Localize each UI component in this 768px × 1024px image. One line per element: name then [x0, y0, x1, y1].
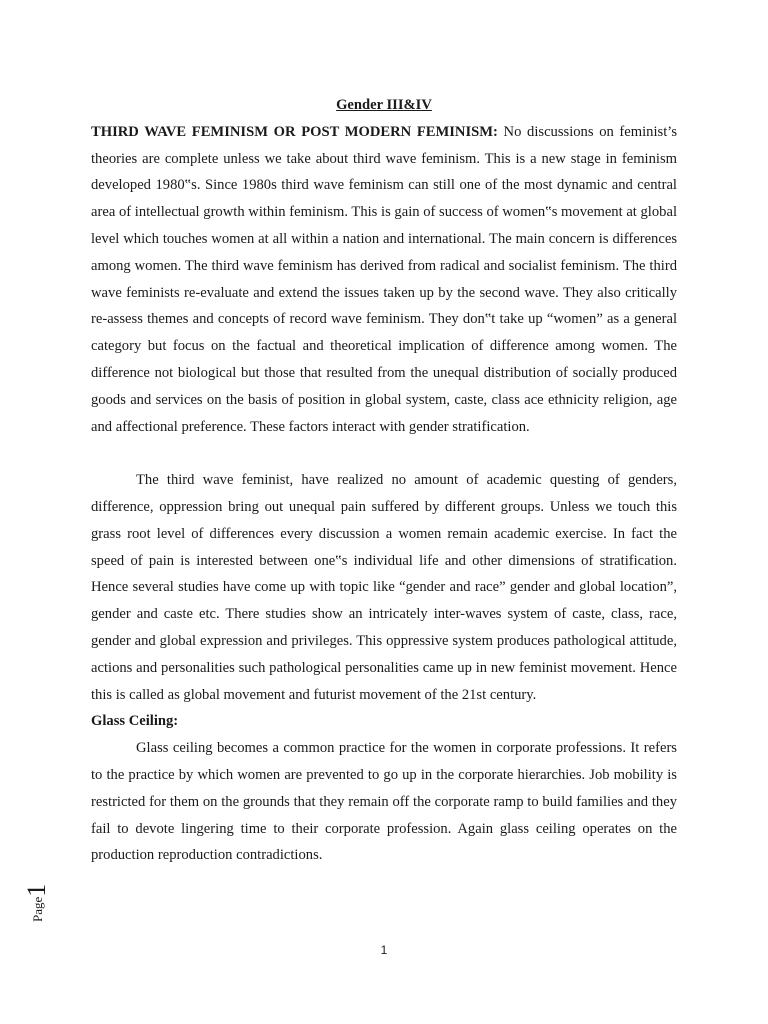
document-body [91, 92, 677, 869]
section-heading-third-wave: THIRD WAVE FEMINISM OR POST MODERN FEMINISM: [91, 123, 498, 140]
footer-page-number: 1 [380, 943, 388, 957]
document-title: Gender III&IV [336, 97, 432, 113]
paragraph-third-wave [91, 119, 677, 441]
side-page-word: Page [30, 896, 45, 922]
paragraph-third-wave-text: No discussions on feminist’s theories are complete unless we take about third wave feminism. This is a new stage in feminism developed 1980‟s. Since 1980s third wave feminism can still one of the most dynamic and central area of intellectual growth within feminism. This is gain of success of women‟s movement at global level which touches women at all within a nation and international. The main concern is differences among women. The third wave feminism has derived from radical and socialist feminism. The third wave feminists re-evaluate and extend the issues taken up by the second wave. They also critically re-assess themes and concepts of record wave feminism. They don‟t take up “women” as a general category but focus on the factual and theoretical implication of difference among women. The difference not biological but those that resulted from the unequal distribution of socially produced goods and services on the basis of position in global system, caste, class ace ethnicity religion, age and affectional preference. These factors interact with gender stratification. [91, 123, 677, 435]
side-page-label [22, 872, 62, 932]
section-heading-glass-ceiling: Glass Ceiling: [91, 713, 179, 730]
paragraph-spacer [91, 440, 677, 467]
paragraph-glass-ceiling: Glass ceiling becomes a common practice for the women in corporate professions. It refers to the practice by which women are prevented to go up in the corporate hierarchies. Job mobility is restricted for them on the grounds that they remain off the corporate ramp to build families and they fail to devote lingering time to their corporate profession. Again glass ceiling operates on the production reproduction contradictions. [91, 740, 677, 864]
paragraph-third-wave-feminist: The third wave feminist, have realized no amount of academic questing of genders, difference, oppression bring out unequal pain suffered by different groups. Unless we touch this grass root level of differences every discussion a women remain academic exercise. In fact the speed of pain is interested between one‟s individual life and other dimensions of stratification. Hence several studies have come up with topic like “gender and race” gender and global location”, gender and caste etc. There studies show an intricately inter-waves system of caste, class, race, gender and global expression and privileges. This oppressive system produces pathological attitude, actions and personalities such pathological personalities came up in new feminist movement. Hence this is called as global movement and futurist movement of the 21st century. [91, 472, 677, 703]
side-page-number: 1 [22, 883, 51, 897]
side-page-label-text [22, 884, 52, 922]
